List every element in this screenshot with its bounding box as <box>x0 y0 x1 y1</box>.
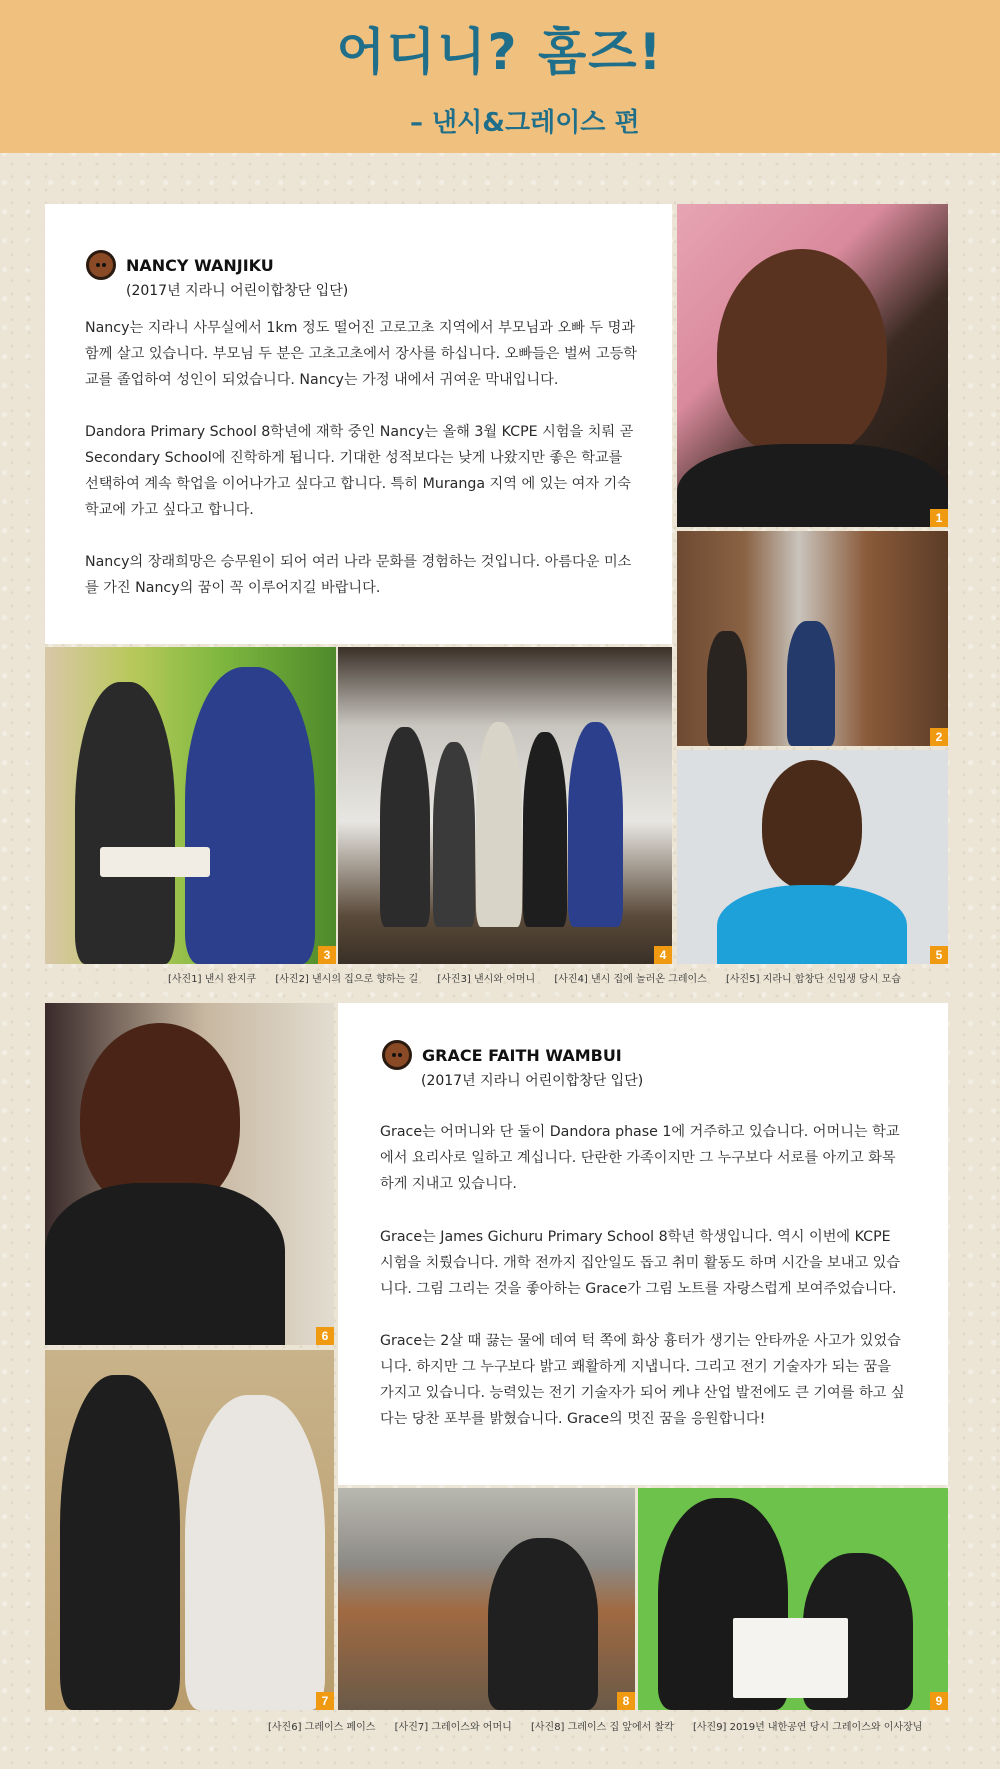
nancy-face <box>717 249 887 459</box>
caption-photo-5: [사진5] 지라니 합창단 신입생 당시 모습 <box>726 974 901 985</box>
photo-5-number: 5 <box>930 946 948 964</box>
photo-2-alley-path <box>677 531 948 746</box>
visitor-man <box>707 631 747 746</box>
photo-6-grace-portrait <box>45 1003 334 1345</box>
photo-4-group-at-home <box>338 647 672 964</box>
group-person-3 <box>476 722 522 927</box>
nancy-jacket <box>677 444 948 527</box>
grace-choir-year: (2017년 지라니 어린이합창단 입단) <box>421 1073 644 1089</box>
grace-photo-captions <box>268 1718 922 1733</box>
nancy-choir-year: (2017년 지라니 어린이합창단 입단) <box>126 283 349 299</box>
caption-photo-7: [사진7] 그레이스와 어머니 <box>394 1722 512 1733</box>
caption-photo-2: [사진2] 낸시의 집으로 향하는 길 <box>275 974 419 985</box>
girl-face-icon <box>382 1040 412 1070</box>
caption-photo-3: [사진3] 낸시와 어머니 <box>437 974 536 985</box>
photo-7-grace-and-mother <box>45 1350 334 1710</box>
nancy-profile-heading <box>86 250 274 280</box>
nancy-paragraph-3: Nancy의 장래희망은 승무원이 되어 여러 나라 문화를 경험하는 것입니다. 아름다운 미소를 가진 Nancy의 꿈이 꼭 이루어지길 바랍니다. <box>85 554 632 596</box>
girl-face-icon <box>86 250 116 280</box>
photo-7-number: 7 <box>316 1692 334 1710</box>
caption-photo-6: [사진6] 그레이스 페이스 <box>268 1722 376 1733</box>
photo-1-nancy-portrait <box>677 204 948 527</box>
photo-4-number: 4 <box>654 946 672 964</box>
page-header <box>0 0 1000 153</box>
nancy-paragraph-2: Dandora Primary School 8학년에 재학 중인 Nancy는 올해 3월 KCPE 시험을 치뤄 곧 Secondary School에 진학하게 됩니다. 기대한 성적보다는 낮게 나왔지만 좋은 학교를 선택하여 계속 학업을 이어나가고 싶다고 합니다. 특히 Muranga 지역 에 있는 여자 기숙 학교에 가고 싶다고 합니다. <box>85 424 634 518</box>
caption-photo-8: [사진8] 그레이스 집 앞에서 찰칵 <box>530 1722 674 1733</box>
photo-6-number: 6 <box>316 1327 334 1345</box>
caption-photo-1: [사진1] 낸시 완지쿠 <box>168 974 257 985</box>
grace-outdoor <box>488 1538 598 1710</box>
group-person-5 <box>568 722 623 927</box>
grace-profile-heading <box>382 1040 622 1070</box>
page-title: 어디니? 홈즈! <box>336 23 664 81</box>
nancy-paragraph-1: Nancy는 지라니 사무실에서 1km 정도 떨어진 고로고초 지역에서 부모님과 오빠 두 명과 함께 살고 있습니다. 부모님 두 분은 고초고초에서 장사를 하십니다. 오빠들은 벌써 고등학교를 졸업하여 성인이 되었습니다. Nancy는 가정 내에서 귀여운 막내입니다. <box>85 320 638 388</box>
photo-5-nancy-new-member <box>677 750 948 964</box>
photo-8-number: 8 <box>617 1692 635 1710</box>
caption-photo-9: [사진9] 2019년 내한공연 당시 그레이스와 이사장님 <box>692 1722 923 1733</box>
nancy-photo-captions <box>168 970 901 985</box>
nancy-figure <box>75 682 175 964</box>
grace-paragraph-3: Grace는 2살 때 끓는 물에 데여 턱 쪽에 화상 흉터가 생기는 안타까운 사고가 있었습니다. 하지만 그 누구보다 밝고 쾌활하게 지냅니다. 그리고 전기 기술자가 되는 꿈을 가지고 있습니다. 능력있는 전기 기술자가 되어 케냐 산업 발전에도 큰 기여를 하고 싶다는 당찬 포부를 밝혔습니다. Grace의 멋진 꿈을 응원합니다! <box>380 1333 905 1427</box>
nancy-blue-shirt <box>717 885 907 964</box>
nancy-young-face <box>762 760 862 890</box>
gift-box <box>100 847 210 877</box>
nancy-name: NANCY WANJIKU <box>126 255 274 275</box>
photo-8-grace-in-front-of-home <box>338 1488 635 1710</box>
grace-paragraph-2: Grace는 James Gichuru Primary School 8학년 학생입니다. 역시 이번에 KCPE 시험을 치뤘습니다. 개학 전까지 집안일도 돕고 취미 활동도 하며 시간을 보내고 있습니다. 그림 그리는 것을 좋아하는 Grace가 그림 노트를 자랑스럽게 보여주었습니다. <box>380 1229 901 1297</box>
page-subtitle: – 낸시&그레이스 편 <box>410 108 640 138</box>
photo-9-grace-with-chairman <box>638 1488 948 1710</box>
mother-figure <box>185 667 315 964</box>
group-person-2 <box>433 742 475 927</box>
photo-3-nancy-and-mother <box>45 647 336 964</box>
grace-name: GRACE FAITH WAMBUI <box>422 1045 622 1065</box>
grace-paragraph-1: Grace는 어머니와 단 둘이 Dandora phase 1에 거주하고 있습니다. 어머니는 학교에서 요리사로 일하고 계십니다. 단란한 가족이지만 그 누구보다 서로를 아끼고 화목하게 지내고 있습니다. <box>380 1124 900 1192</box>
visitor-woman <box>787 621 835 746</box>
certificate <box>733 1618 848 1698</box>
caption-photo-4: [사진4] 낸시 집에 놀러온 그레이스 <box>554 974 707 985</box>
photo-3-number: 3 <box>318 946 336 964</box>
mother-smiling <box>185 1395 325 1710</box>
grace-smiling <box>60 1375 180 1710</box>
photo-9-number: 9 <box>930 1692 948 1710</box>
group-person-1 <box>380 727 430 927</box>
photo-2-number: 2 <box>930 728 948 746</box>
group-person-4 <box>523 732 567 927</box>
photo-1-number: 1 <box>930 509 948 527</box>
grace-jacket <box>45 1183 285 1345</box>
